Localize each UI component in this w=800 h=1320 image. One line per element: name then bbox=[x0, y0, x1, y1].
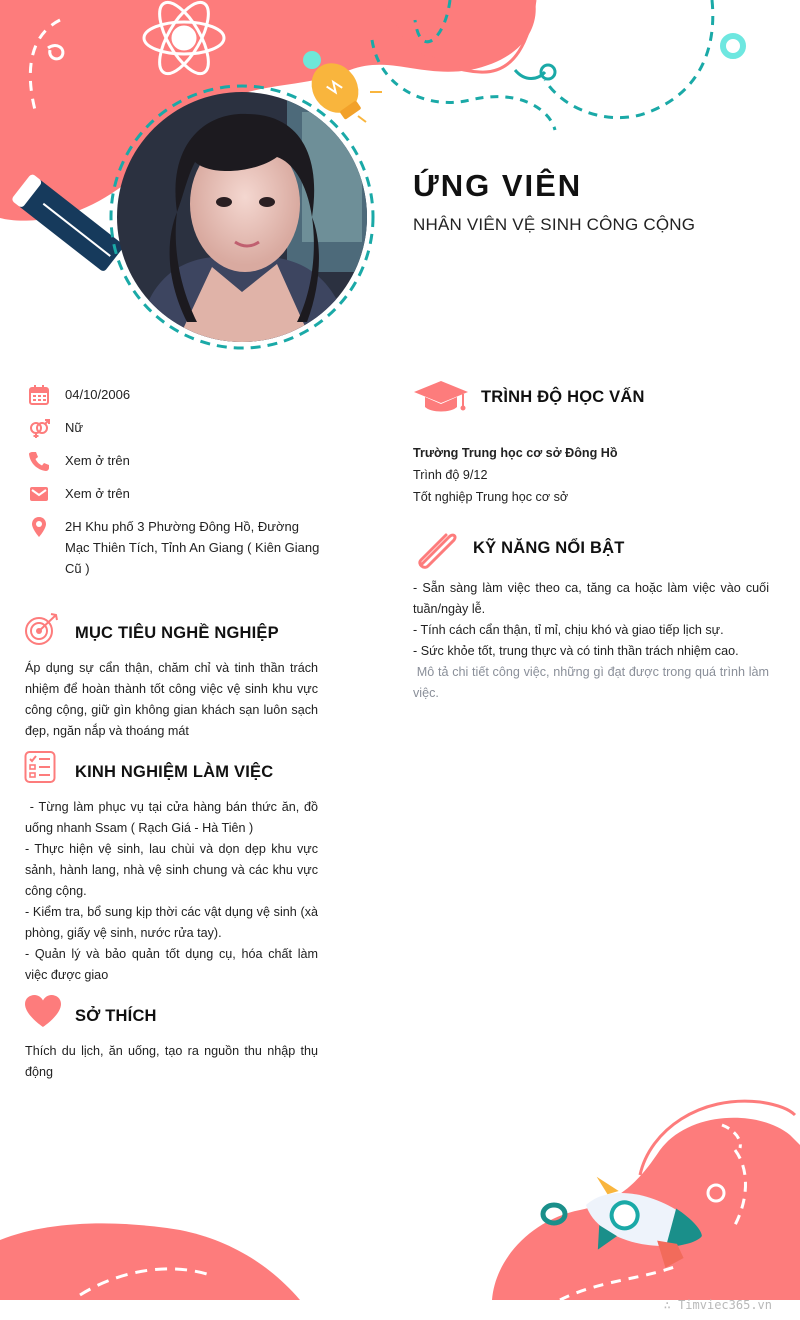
calendar-icon bbox=[28, 384, 50, 406]
contact-address bbox=[28, 516, 328, 579]
experience-text bbox=[25, 797, 322, 986]
gender-text: Nữ bbox=[65, 420, 84, 435]
graduation-cap-icon bbox=[413, 380, 469, 414]
skills-placeholder: Mô tả chi tiết công việc, những gì đạt được trong quá trình làm việc. bbox=[413, 665, 773, 700]
contact-email bbox=[28, 483, 328, 505]
location-pin-icon bbox=[28, 516, 50, 538]
paperclip-icon bbox=[413, 527, 459, 569]
hobbies-text: Thích du lịch, ăn uống, tạo ra nguồn thu nhập thụ động bbox=[25, 1044, 318, 1079]
objective-title: MỤC TIÊU NGHỀ NGHIỆP bbox=[75, 624, 279, 642]
birthdate-text: 04/10/2006 bbox=[65, 387, 131, 402]
education-degree: Tốt nghiệp Trung học cơ sở bbox=[413, 490, 569, 504]
avatar bbox=[117, 92, 367, 342]
phone-text: Xem ở trên bbox=[65, 453, 130, 468]
education-title: TRÌNH ĐỘ HỌC VẤN bbox=[481, 388, 645, 406]
gender-icon bbox=[28, 417, 50, 439]
job-title: NHÂN VIÊN VỆ SINH CÔNG CỘNG bbox=[413, 215, 696, 234]
email-text: Xem ở trên bbox=[65, 486, 130, 501]
experience-line: - Từng làm phục vụ tại cửa hàng bán thức ăn, đồ uống nhanh Ssam ( Rạch Giá - Hà Tiên ) bbox=[25, 800, 322, 835]
candidate-name: ỨNG VIÊN bbox=[413, 168, 583, 203]
address-text: 2H Khu phố 3 Phường Đông Hồ, Đường Mạc Thiên Tích, Tỉnh An Giang ( Kiên Giang Cũ ) bbox=[65, 519, 320, 576]
skills-title: KỸ NĂNG NỔI BẬT bbox=[473, 539, 625, 557]
skills-line: - Sẵn sàng làm việc theo ca, tăng ca hoặc làm việc vào cuối tuần/ngày lễ. bbox=[413, 581, 769, 616]
contact-phone bbox=[28, 450, 328, 472]
contact-gender bbox=[28, 417, 328, 439]
experience-line: - Thực hiện vệ sinh, lau chùi và dọn dẹp khu vực sảnh, hành lang, nhà vệ sinh chung và các khu vực công cộng. bbox=[25, 842, 318, 898]
experience-title: KINH NGHIỆM LÀM VIỆC bbox=[75, 763, 274, 781]
email-icon bbox=[28, 483, 50, 505]
skills-text bbox=[413, 578, 773, 704]
education-school: Trường Trung học cơ sở Đông Hồ bbox=[413, 446, 618, 460]
hobbies-title: SỞ THÍCH bbox=[75, 1007, 157, 1025]
education-details bbox=[413, 443, 773, 508]
pink-blob-bottom-left bbox=[0, 1223, 300, 1300]
heart-icon bbox=[24, 994, 62, 1028]
education-level: Trình độ 9/12 bbox=[413, 468, 488, 482]
contact-birthdate bbox=[28, 384, 328, 406]
objective-text: Áp dụng sự cẩn thận, chăm chỉ và tinh thần trách nhiệm để hoàn thành tốt công việc vệ sinh khu vực công cộng, giữ gìn không gian khách sạn luôn sạch đẹp, ngăn nắp và thoáng mát bbox=[25, 661, 318, 738]
target-icon bbox=[24, 612, 60, 646]
phone-icon bbox=[28, 450, 50, 472]
watermark: ∴ Timviec365.vn bbox=[663, 1298, 772, 1312]
skills-line: - Sức khỏe tốt, trung thực và có tinh thần trách nhiệm cao. bbox=[413, 644, 739, 658]
skills-line: - Tính cách cẩn thận, tỉ mỉ, chịu khó và giao tiếp lịch sự. bbox=[413, 623, 724, 637]
experience-line: - Kiểm tra, bổ sung kịp thời các vật dụng vệ sinh (xà phòng, giấy vệ sinh, nước rửa tay). bbox=[25, 905, 318, 940]
experience-line: - Quản lý và bảo quản tốt dụng cụ, hóa chất làm việc được giao bbox=[25, 947, 318, 982]
bottom-decoration bbox=[0, 1090, 800, 1300]
checklist-icon bbox=[24, 750, 56, 784]
